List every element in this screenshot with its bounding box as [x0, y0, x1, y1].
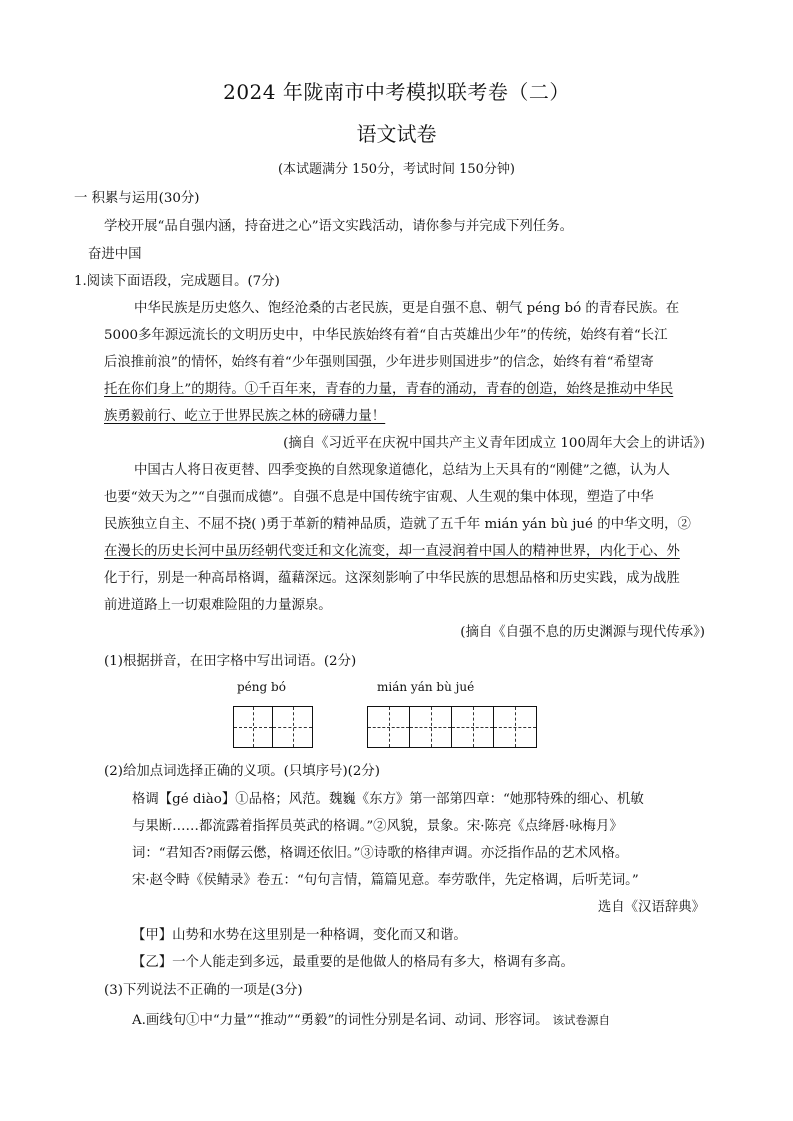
- tianzige-grid-a[interactable]: [233, 706, 313, 748]
- passage-2-line-underlined: [104, 540, 680, 559]
- section-intro: 学校开展“品自强内涵，持奋进之心”语文实践活动，请你参与并完成下列任务。: [104, 219, 573, 234]
- dictionary-entry-line: 宋·赵令畤《侯鲭录》卷五：“句句言情，篇篇见意。奉劳歌伴，先定格调，后听芜词。”: [132, 873, 639, 888]
- section-heading: 一 积累与运用(30分): [74, 191, 200, 206]
- passage-2-line: 化于行，别是一种高昂格调，蕴藉深远。这深刻影响了中华民族的思想品格和历史实践，成为战胜: [104, 571, 680, 586]
- sub-question-3: (3)下列说法不正确的一项是(3分): [104, 983, 303, 998]
- sub-question-1: (1)根据拼音，在田字格中写出词语。(2分): [104, 654, 357, 669]
- option-a: [132, 1009, 610, 1028]
- dictionary-entry-line: 格调【gé diào】①品格；风范。魏巍《东方》第一部第四章：“她那特殊的细心、机敏: [132, 792, 644, 807]
- dictionary-entry-line: 与果断……都流露着指挥员英武的格调。”②风貌，景象。宋·陈亮《点绛唇·咏梅月》: [132, 819, 623, 834]
- passage-1-line: 5000多年源远流长的文明历史中，中华民族始终有着“自古英雄出少年”的传统，始终有着“长江: [104, 328, 668, 343]
- tianzige-cell[interactable]: [368, 707, 410, 747]
- option-a-text: A.画线句①中“力量”“推动”“勇毅”的词性分别是名词、动词、形容词。: [132, 1013, 549, 1028]
- tianzige-cell[interactable]: [452, 707, 494, 747]
- tianzige-cell[interactable]: [410, 707, 452, 747]
- passage-1-line-underlined: 族勇毅前行、屹立于世界民族之林的磅礴力量！: [104, 409, 386, 424]
- passage-2-line: 也要“效天为之”“自强而成德”。自强不息是中国传统宇宙观、人生观的集中体现，塑造了中华: [104, 490, 654, 505]
- underlined-sentence-2: 在漫长的历史长河中虽历经朝代变迁和文化流变，却一直浸润着中国人的精神世界，内化于心、外: [104, 544, 680, 559]
- passage-1-line: 中华民族是历史悠久、饱经沧桑的古老民族，更是自强不息、朝气 péng bó 的青春民族。在: [134, 301, 680, 316]
- exam-title: 2024 年陇南市中考模拟联考卷（二）: [223, 80, 570, 104]
- pinyin-label-b: mián yán bù jué: [377, 680, 475, 694]
- question-1-stem: 1.阅读下面语段，完成题目。(7分): [74, 274, 280, 289]
- passage-1-line: 后浪推前浪”的情怀，始终有着“少年强则国强，少年进步则国进步”的信念，始终有着“希望寄: [104, 355, 654, 370]
- passage-2-line: 前进道路上一切艰难险阻的力量源泉。: [104, 598, 332, 613]
- passage-2-source: (摘自《自强不息的历史渊源与现代传承》): [460, 625, 705, 640]
- tianzige-cell[interactable]: [234, 707, 273, 747]
- pinyin-label-a: péng bó: [237, 680, 286, 694]
- tianzige-grid-b[interactable]: [367, 706, 537, 748]
- tianzige-cell[interactable]: [273, 707, 312, 747]
- task-title: 奋进中国: [88, 247, 142, 262]
- sub-question-2: (2)给加点词选择正确的义项。(只填序号)(2分): [104, 764, 381, 779]
- passage-1-source: (摘自《习近平在庆祝中国共产主义青年团成立 100周年大会上的讲话》): [283, 436, 705, 451]
- exam-subtitle: 语文试卷: [356, 122, 437, 146]
- passage-1-line-underlined: 托在你们身上”的期待。①千百年来，青春的力量，青春的涌动，青春的创造，始终是推动中华民: [104, 382, 674, 397]
- tianzige-cell[interactable]: [494, 707, 536, 747]
- exam-note: (本试题满分 150分，考试时间 150分钟): [277, 162, 516, 177]
- option-a-tail: 该试卷源自: [552, 1013, 611, 1027]
- dictionary-source: 选自《汉语辞典》: [597, 900, 705, 915]
- example-yi: 【乙】一个人能走到多远，最重要的是他做人的格局有多大，格调有多高。: [132, 955, 574, 970]
- passage-2-line: 中国古人将日夜更替、四季变换的自然现象道德化，总结为上天具有的“刚健”之德，认为人: [134, 463, 670, 478]
- dictionary-entry-line: 词：“君知否?雨僝云僽，格调还依旧。”③诗歌的格律声调。亦泛指作品的艺术风格。: [132, 846, 629, 861]
- passage-2-line: 民族独立自主、不屈不挠( )勇于革新的精神品质，造就了五千年 mián yán bù jué 的中华文明，②: [104, 517, 691, 532]
- example-jia: 【甲】山势和水势在这里别是一种格调，变化而又和谐。: [132, 928, 467, 943]
